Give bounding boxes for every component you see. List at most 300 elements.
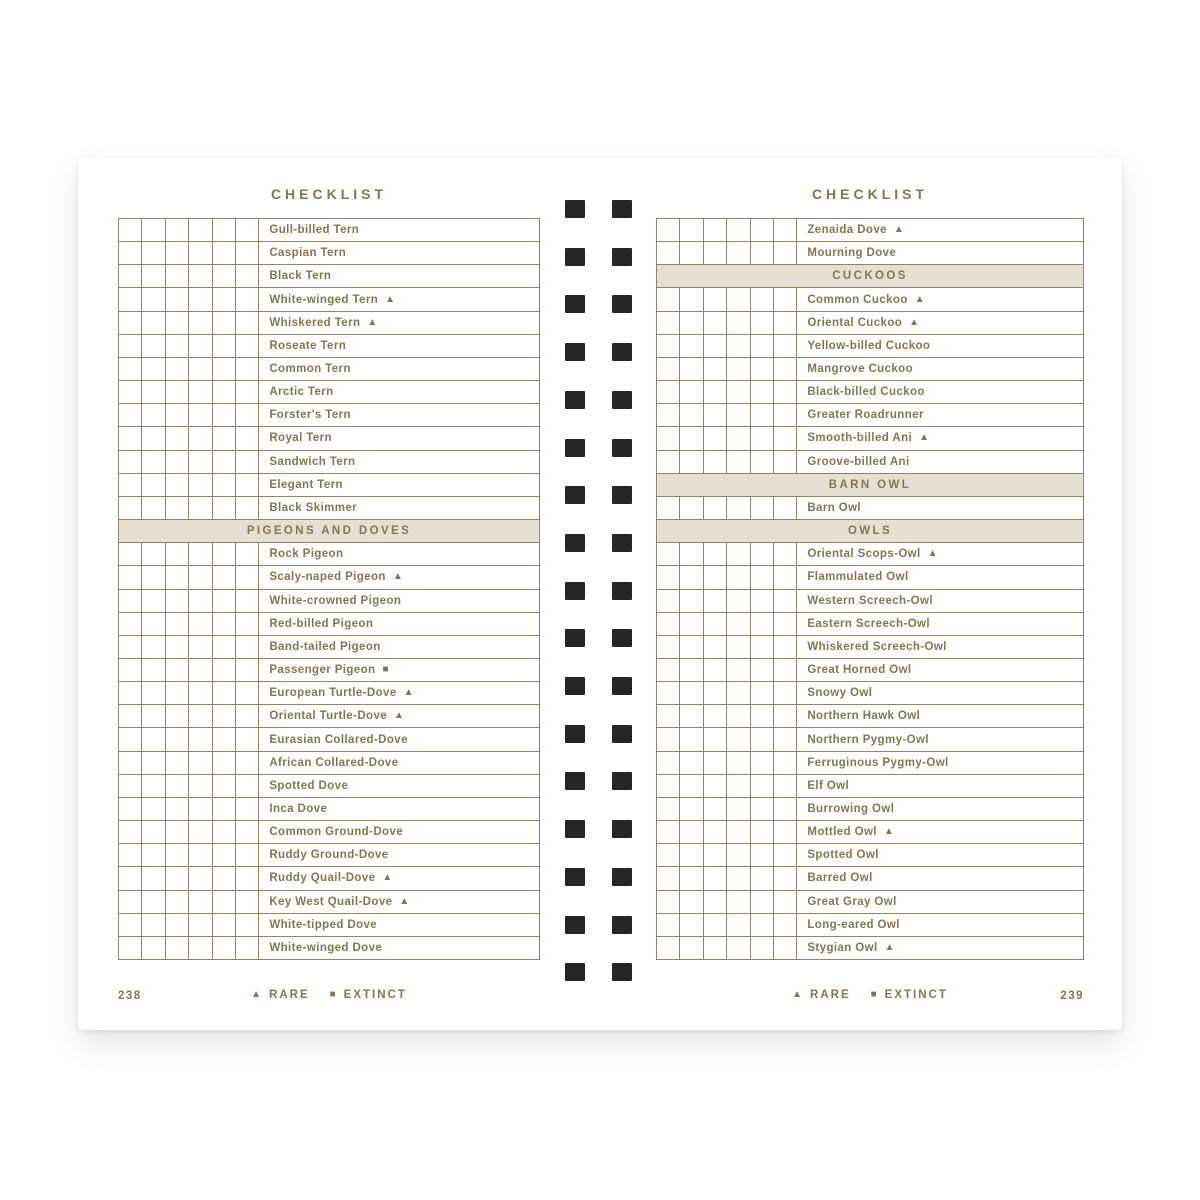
checkbox-cell[interactable] <box>680 752 703 774</box>
checkbox-cell[interactable] <box>680 335 703 357</box>
checkbox-cell[interactable] <box>704 335 727 357</box>
checkbox-cell[interactable] <box>751 219 774 241</box>
checkbox-cell[interactable] <box>142 728 165 750</box>
checkbox-cell[interactable] <box>751 497 774 519</box>
checkbox-cell[interactable] <box>189 775 212 797</box>
checkbox-cell[interactable] <box>189 427 212 449</box>
checkbox-cell[interactable] <box>236 798 259 820</box>
checkbox-cell[interactable] <box>142 474 165 496</box>
checkbox-cell[interactable] <box>704 914 727 936</box>
checkbox-cell[interactable] <box>680 404 703 426</box>
checkbox-cell[interactable] <box>142 891 165 913</box>
checkbox-cell[interactable] <box>680 358 703 380</box>
checkbox-cell[interactable] <box>142 358 165 380</box>
checkbox-cell[interactable] <box>680 242 703 264</box>
checkbox-cell[interactable] <box>751 381 774 403</box>
checkbox-cell[interactable] <box>142 566 165 588</box>
checkbox-cell[interactable] <box>751 798 774 820</box>
checkbox-cell[interactable] <box>166 844 189 866</box>
checkbox-cell[interactable] <box>189 335 212 357</box>
checkbox-cell[interactable] <box>213 705 236 727</box>
checkbox-cell[interactable] <box>704 867 727 889</box>
checkbox-cell[interactable] <box>142 219 165 241</box>
checkbox-cell[interactable] <box>657 288 680 310</box>
checkbox-cell[interactable] <box>657 312 680 334</box>
checkbox-cell[interactable] <box>774 613 797 635</box>
checkbox-cell[interactable] <box>189 497 212 519</box>
checkbox-cell[interactable] <box>657 867 680 889</box>
checkbox-cell[interactable] <box>774 682 797 704</box>
checkbox-cell[interactable] <box>727 451 750 473</box>
checkbox-cell[interactable] <box>119 543 142 565</box>
checkbox-cell[interactable] <box>119 566 142 588</box>
checkbox-cell[interactable] <box>657 775 680 797</box>
checkbox-cell[interactable] <box>727 590 750 612</box>
checkbox-cell[interactable] <box>774 451 797 473</box>
checkbox-cell[interactable] <box>213 219 236 241</box>
checkbox-cell[interactable] <box>142 590 165 612</box>
checkbox-cell[interactable] <box>751 590 774 612</box>
checkbox-cell[interactable] <box>236 404 259 426</box>
checkbox-cell[interactable] <box>704 636 727 658</box>
checkbox-cell[interactable] <box>704 705 727 727</box>
checkbox-cell[interactable] <box>213 335 236 357</box>
checkbox-cell[interactable] <box>189 937 212 959</box>
checkbox-cell[interactable] <box>213 543 236 565</box>
checkbox-cell[interactable] <box>657 404 680 426</box>
checkbox-cell[interactable] <box>142 798 165 820</box>
checkbox-cell[interactable] <box>704 497 727 519</box>
checkbox-cell[interactable] <box>213 242 236 264</box>
checkbox-cell[interactable] <box>236 242 259 264</box>
checkbox-cell[interactable] <box>774 728 797 750</box>
checkbox-cell[interactable] <box>774 404 797 426</box>
checkbox-cell[interactable] <box>751 867 774 889</box>
checkbox-cell[interactable] <box>727 497 750 519</box>
checkbox-cell[interactable] <box>727 867 750 889</box>
checkbox-cell[interactable] <box>680 288 703 310</box>
checkbox-cell[interactable] <box>166 752 189 774</box>
checkbox-cell[interactable] <box>166 543 189 565</box>
checkbox-cell[interactable] <box>119 752 142 774</box>
checkbox-cell[interactable] <box>727 798 750 820</box>
checkbox-cell[interactable] <box>680 775 703 797</box>
checkbox-cell[interactable] <box>166 636 189 658</box>
checkbox-cell[interactable] <box>680 219 703 241</box>
checkbox-cell[interactable] <box>236 451 259 473</box>
checkbox-cell[interactable] <box>774 705 797 727</box>
checkbox-cell[interactable] <box>189 381 212 403</box>
checkbox-cell[interactable] <box>142 288 165 310</box>
checkbox-cell[interactable] <box>189 705 212 727</box>
checkbox-cell[interactable] <box>657 659 680 681</box>
checkbox-cell[interactable] <box>119 381 142 403</box>
checkbox-cell[interactable] <box>119 844 142 866</box>
checkbox-cell[interactable] <box>774 775 797 797</box>
checkbox-cell[interactable] <box>166 867 189 889</box>
checkbox-cell[interactable] <box>236 497 259 519</box>
checkbox-cell[interactable] <box>166 451 189 473</box>
checkbox-cell[interactable] <box>751 613 774 635</box>
checkbox-cell[interactable] <box>189 404 212 426</box>
checkbox-cell[interactable] <box>774 844 797 866</box>
checkbox-cell[interactable] <box>657 821 680 843</box>
checkbox-cell[interactable] <box>119 335 142 357</box>
checkbox-cell[interactable] <box>119 728 142 750</box>
checkbox-cell[interactable] <box>189 821 212 843</box>
checkbox-cell[interactable] <box>213 752 236 774</box>
checkbox-cell[interactable] <box>751 427 774 449</box>
checkbox-cell[interactable] <box>189 219 212 241</box>
checkbox-cell[interactable] <box>189 682 212 704</box>
checkbox-cell[interactable] <box>774 914 797 936</box>
checkbox-cell[interactable] <box>236 728 259 750</box>
checkbox-cell[interactable] <box>236 682 259 704</box>
checkbox-cell[interactable] <box>657 566 680 588</box>
checkbox-cell[interactable] <box>166 497 189 519</box>
checkbox-cell[interactable] <box>189 358 212 380</box>
checkbox-cell[interactable] <box>704 242 727 264</box>
checkbox-cell[interactable] <box>166 937 189 959</box>
checkbox-cell[interactable] <box>657 798 680 820</box>
checkbox-cell[interactable] <box>236 312 259 334</box>
checkbox-cell[interactable] <box>166 566 189 588</box>
checkbox-cell[interactable] <box>657 914 680 936</box>
checkbox-cell[interactable] <box>213 775 236 797</box>
checkbox-cell[interactable] <box>657 636 680 658</box>
checkbox-cell[interactable] <box>142 844 165 866</box>
checkbox-cell[interactable] <box>680 844 703 866</box>
checkbox-cell[interactable] <box>680 427 703 449</box>
checkbox-cell[interactable] <box>166 613 189 635</box>
checkbox-cell[interactable] <box>236 543 259 565</box>
checkbox-cell[interactable] <box>727 844 750 866</box>
checkbox-cell[interactable] <box>166 219 189 241</box>
checkbox-cell[interactable] <box>213 358 236 380</box>
checkbox-cell[interactable] <box>704 543 727 565</box>
checkbox-cell[interactable] <box>727 705 750 727</box>
checkbox-cell[interactable] <box>119 427 142 449</box>
checkbox-cell[interactable] <box>236 219 259 241</box>
checkbox-cell[interactable] <box>166 242 189 264</box>
checkbox-cell[interactable] <box>213 613 236 635</box>
checkbox-cell[interactable] <box>751 752 774 774</box>
checkbox-cell[interactable] <box>680 821 703 843</box>
checkbox-cell[interactable] <box>236 937 259 959</box>
checkbox-cell[interactable] <box>236 358 259 380</box>
checkbox-cell[interactable] <box>142 312 165 334</box>
checkbox-cell[interactable] <box>727 381 750 403</box>
checkbox-cell[interactable] <box>166 891 189 913</box>
checkbox-cell[interactable] <box>236 891 259 913</box>
checkbox-cell[interactable] <box>751 821 774 843</box>
checkbox-cell[interactable] <box>774 937 797 959</box>
checkbox-cell[interactable] <box>657 451 680 473</box>
checkbox-cell[interactable] <box>142 636 165 658</box>
checkbox-cell[interactable] <box>727 891 750 913</box>
checkbox-cell[interactable] <box>166 312 189 334</box>
checkbox-cell[interactable] <box>236 265 259 287</box>
checkbox-cell[interactable] <box>704 312 727 334</box>
checkbox-cell[interactable] <box>751 335 774 357</box>
checkbox-cell[interactable] <box>704 775 727 797</box>
checkbox-cell[interactable] <box>236 288 259 310</box>
checkbox-cell[interactable] <box>680 659 703 681</box>
checkbox-cell[interactable] <box>166 914 189 936</box>
checkbox-cell[interactable] <box>142 937 165 959</box>
checkbox-cell[interactable] <box>657 335 680 357</box>
checkbox-cell[interactable] <box>119 937 142 959</box>
checkbox-cell[interactable] <box>704 659 727 681</box>
checkbox-cell[interactable] <box>727 427 750 449</box>
checkbox-cell[interactable] <box>727 659 750 681</box>
checkbox-cell[interactable] <box>704 451 727 473</box>
checkbox-cell[interactable] <box>727 613 750 635</box>
checkbox-cell[interactable] <box>657 844 680 866</box>
checkbox-cell[interactable] <box>142 242 165 264</box>
checkbox-cell[interactable] <box>119 404 142 426</box>
checkbox-cell[interactable] <box>166 659 189 681</box>
checkbox-cell[interactable] <box>751 404 774 426</box>
checkbox-cell[interactable] <box>751 451 774 473</box>
checkbox-cell[interactable] <box>680 914 703 936</box>
checkbox-cell[interactable] <box>727 937 750 959</box>
checkbox-cell[interactable] <box>213 474 236 496</box>
checkbox-cell[interactable] <box>727 335 750 357</box>
checkbox-cell[interactable] <box>680 613 703 635</box>
checkbox-cell[interactable] <box>751 659 774 681</box>
checkbox-cell[interactable] <box>189 543 212 565</box>
checkbox-cell[interactable] <box>680 937 703 959</box>
checkbox-cell[interactable] <box>680 636 703 658</box>
checkbox-cell[interactable] <box>119 497 142 519</box>
checkbox-cell[interactable] <box>119 798 142 820</box>
checkbox-cell[interactable] <box>119 312 142 334</box>
checkbox-cell[interactable] <box>680 543 703 565</box>
checkbox-cell[interactable] <box>213 659 236 681</box>
checkbox-cell[interactable] <box>727 404 750 426</box>
checkbox-cell[interactable] <box>704 590 727 612</box>
checkbox-cell[interactable] <box>189 312 212 334</box>
checkbox-cell[interactable] <box>680 590 703 612</box>
checkbox-cell[interactable] <box>119 821 142 843</box>
checkbox-cell[interactable] <box>704 566 727 588</box>
checkbox-cell[interactable] <box>236 335 259 357</box>
checkbox-cell[interactable] <box>119 590 142 612</box>
checkbox-cell[interactable] <box>119 242 142 264</box>
checkbox-cell[interactable] <box>774 335 797 357</box>
checkbox-cell[interactable] <box>213 682 236 704</box>
checkbox-cell[interactable] <box>727 728 750 750</box>
checkbox-cell[interactable] <box>657 613 680 635</box>
checkbox-cell[interactable] <box>213 427 236 449</box>
checkbox-cell[interactable] <box>774 891 797 913</box>
checkbox-cell[interactable] <box>704 427 727 449</box>
checkbox-cell[interactable] <box>213 404 236 426</box>
checkbox-cell[interactable] <box>119 891 142 913</box>
checkbox-cell[interactable] <box>704 288 727 310</box>
checkbox-cell[interactable] <box>704 404 727 426</box>
checkbox-cell[interactable] <box>189 752 212 774</box>
checkbox-cell[interactable] <box>213 891 236 913</box>
checkbox-cell[interactable] <box>236 590 259 612</box>
checkbox-cell[interactable] <box>774 312 797 334</box>
checkbox-cell[interactable] <box>142 775 165 797</box>
checkbox-cell[interactable] <box>166 404 189 426</box>
checkbox-cell[interactable] <box>189 242 212 264</box>
checkbox-cell[interactable] <box>680 867 703 889</box>
checkbox-cell[interactable] <box>751 891 774 913</box>
checkbox-cell[interactable] <box>727 752 750 774</box>
checkbox-cell[interactable] <box>213 288 236 310</box>
checkbox-cell[interactable] <box>657 219 680 241</box>
checkbox-cell[interactable] <box>727 358 750 380</box>
checkbox-cell[interactable] <box>189 914 212 936</box>
checkbox-cell[interactable] <box>774 358 797 380</box>
checkbox-cell[interactable] <box>142 867 165 889</box>
checkbox-cell[interactable] <box>704 752 727 774</box>
checkbox-cell[interactable] <box>704 358 727 380</box>
checkbox-cell[interactable] <box>727 543 750 565</box>
checkbox-cell[interactable] <box>236 613 259 635</box>
checkbox-cell[interactable] <box>142 497 165 519</box>
checkbox-cell[interactable] <box>680 381 703 403</box>
checkbox-cell[interactable] <box>751 844 774 866</box>
checkbox-cell[interactable] <box>236 636 259 658</box>
checkbox-cell[interactable] <box>657 891 680 913</box>
checkbox-cell[interactable] <box>213 636 236 658</box>
checkbox-cell[interactable] <box>657 381 680 403</box>
checkbox-cell[interactable] <box>704 682 727 704</box>
checkbox-cell[interactable] <box>142 682 165 704</box>
checkbox-cell[interactable] <box>189 798 212 820</box>
checkbox-cell[interactable] <box>774 543 797 565</box>
checkbox-cell[interactable] <box>119 288 142 310</box>
checkbox-cell[interactable] <box>751 775 774 797</box>
checkbox-cell[interactable] <box>142 335 165 357</box>
checkbox-cell[interactable] <box>166 682 189 704</box>
checkbox-cell[interactable] <box>774 427 797 449</box>
checkbox-cell[interactable] <box>236 474 259 496</box>
checkbox-cell[interactable] <box>119 358 142 380</box>
checkbox-cell[interactable] <box>774 242 797 264</box>
checkbox-cell[interactable] <box>657 242 680 264</box>
checkbox-cell[interactable] <box>213 844 236 866</box>
checkbox-cell[interactable] <box>166 705 189 727</box>
checkbox-cell[interactable] <box>189 590 212 612</box>
checkbox-cell[interactable] <box>142 543 165 565</box>
checkbox-cell[interactable] <box>680 566 703 588</box>
checkbox-cell[interactable] <box>166 821 189 843</box>
checkbox-cell[interactable] <box>727 219 750 241</box>
checkbox-cell[interactable] <box>213 381 236 403</box>
checkbox-cell[interactable] <box>727 914 750 936</box>
checkbox-cell[interactable] <box>213 497 236 519</box>
checkbox-cell[interactable] <box>727 312 750 334</box>
checkbox-cell[interactable] <box>166 265 189 287</box>
checkbox-cell[interactable] <box>236 427 259 449</box>
checkbox-cell[interactable] <box>751 288 774 310</box>
checkbox-cell[interactable] <box>189 451 212 473</box>
checkbox-cell[interactable] <box>189 613 212 635</box>
checkbox-cell[interactable] <box>119 775 142 797</box>
checkbox-cell[interactable] <box>727 775 750 797</box>
checkbox-cell[interactable] <box>727 288 750 310</box>
checkbox-cell[interactable] <box>213 798 236 820</box>
checkbox-cell[interactable] <box>166 427 189 449</box>
checkbox-cell[interactable] <box>119 451 142 473</box>
checkbox-cell[interactable] <box>189 566 212 588</box>
checkbox-cell[interactable] <box>119 682 142 704</box>
checkbox-cell[interactable] <box>680 705 703 727</box>
checkbox-cell[interactable] <box>213 312 236 334</box>
checkbox-cell[interactable] <box>680 728 703 750</box>
checkbox-cell[interactable] <box>774 867 797 889</box>
checkbox-cell[interactable] <box>704 844 727 866</box>
checkbox-cell[interactable] <box>236 914 259 936</box>
checkbox-cell[interactable] <box>704 219 727 241</box>
checkbox-cell[interactable] <box>727 242 750 264</box>
checkbox-cell[interactable] <box>680 451 703 473</box>
checkbox-cell[interactable] <box>236 566 259 588</box>
checkbox-cell[interactable] <box>119 219 142 241</box>
checkbox-cell[interactable] <box>189 265 212 287</box>
checkbox-cell[interactable] <box>727 636 750 658</box>
checkbox-cell[interactable] <box>119 636 142 658</box>
checkbox-cell[interactable] <box>236 844 259 866</box>
checkbox-cell[interactable] <box>142 659 165 681</box>
checkbox-cell[interactable] <box>751 358 774 380</box>
checkbox-cell[interactable] <box>774 381 797 403</box>
checkbox-cell[interactable] <box>142 752 165 774</box>
checkbox-cell[interactable] <box>119 474 142 496</box>
checkbox-cell[interactable] <box>774 566 797 588</box>
checkbox-cell[interactable] <box>166 798 189 820</box>
checkbox-cell[interactable] <box>189 728 212 750</box>
checkbox-cell[interactable] <box>774 497 797 519</box>
checkbox-cell[interactable] <box>657 590 680 612</box>
checkbox-cell[interactable] <box>704 891 727 913</box>
checkbox-cell[interactable] <box>680 798 703 820</box>
checkbox-cell[interactable] <box>680 312 703 334</box>
checkbox-cell[interactable] <box>119 867 142 889</box>
checkbox-cell[interactable] <box>236 775 259 797</box>
checkbox-cell[interactable] <box>774 288 797 310</box>
checkbox-cell[interactable] <box>751 566 774 588</box>
checkbox-cell[interactable] <box>213 566 236 588</box>
checkbox-cell[interactable] <box>213 937 236 959</box>
checkbox-cell[interactable] <box>751 543 774 565</box>
checkbox-cell[interactable] <box>704 798 727 820</box>
checkbox-cell[interactable] <box>657 497 680 519</box>
checkbox-cell[interactable] <box>657 705 680 727</box>
checkbox-cell[interactable] <box>142 613 165 635</box>
checkbox-cell[interactable] <box>751 242 774 264</box>
checkbox-cell[interactable] <box>213 590 236 612</box>
checkbox-cell[interactable] <box>236 659 259 681</box>
checkbox-cell[interactable] <box>142 265 165 287</box>
checkbox-cell[interactable] <box>166 288 189 310</box>
checkbox-cell[interactable] <box>236 867 259 889</box>
checkbox-cell[interactable] <box>142 705 165 727</box>
checkbox-cell[interactable] <box>680 891 703 913</box>
checkbox-cell[interactable] <box>657 543 680 565</box>
checkbox-cell[interactable] <box>166 775 189 797</box>
checkbox-cell[interactable] <box>189 636 212 658</box>
checkbox-cell[interactable] <box>119 705 142 727</box>
checkbox-cell[interactable] <box>142 821 165 843</box>
checkbox-cell[interactable] <box>142 404 165 426</box>
